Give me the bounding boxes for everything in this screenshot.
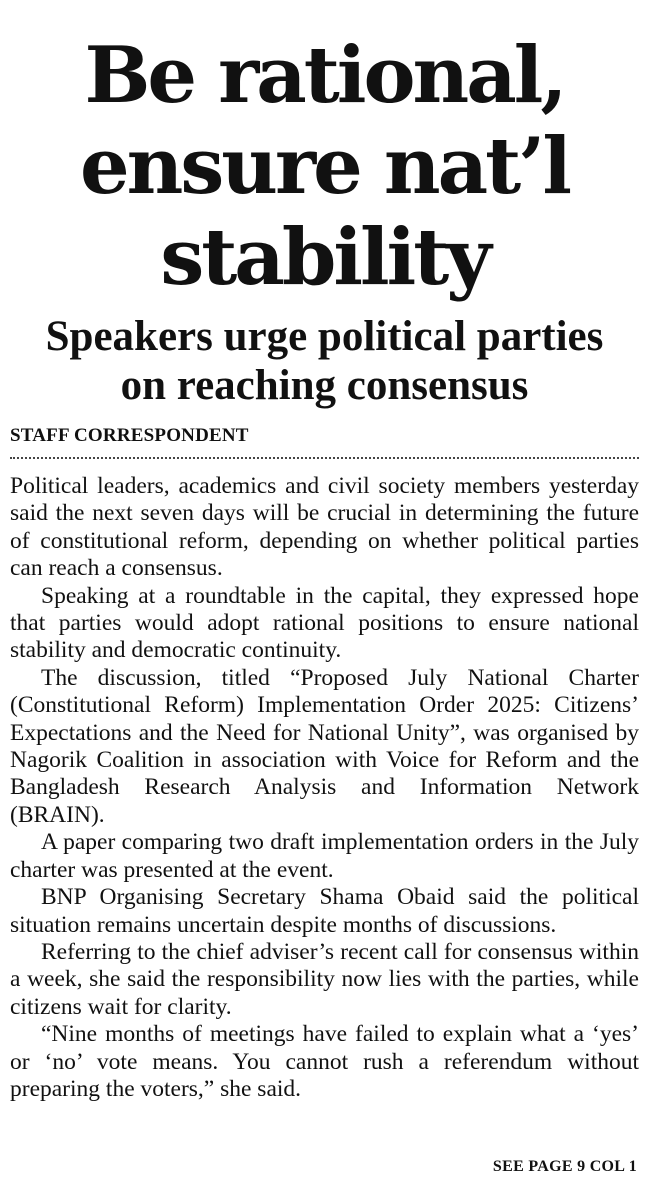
byline: STAFF CORRESPONDENT <box>10 425 249 446</box>
paragraph-6: Referring to the chief adviser’s recent call for consensus within a week, she said the responsibility now lies with the parties, while citizens wait for clarity. <box>10 938 639 1020</box>
headline-line-2: ensure nat’l <box>80 121 569 212</box>
headline-line-3: stability <box>160 212 489 303</box>
paragraph-7: “Nine months of meetings have failed to explain what a ‘yes’ or ‘no’ vote means. You cannot rush a referendum without preparing the voters,” she said. <box>10 1021 639 1102</box>
paragraph-5: BNP Organising Secretary Shama Obaid said the political situation remains uncertain despite months of discussions. <box>10 884 639 938</box>
subheadline-line-1: Speakers urge political parties <box>45 313 604 360</box>
article <box>10 0 639 1103</box>
headline-line-1: Be rational, <box>84 30 565 121</box>
paragraph-3: The discussion, titled “Proposed July National Charter (Constitutional Reform) Implementation Order 2025: Citizens’ Expectations and the Need for National Unity”, was organised by Nagorik Coalition in association with Voice for Reform and the Bangladesh Research Analysis and Information Network (BRAIN). <box>10 664 639 828</box>
subheadline <box>10 312 639 410</box>
headline <box>10 30 639 303</box>
paragraph-1: Political leaders, academics and civil society members yesterday said the next seven days will be crucial in determining the future of constitutional reform, depending on whether political parties can reach a consensus. <box>10 473 639 582</box>
dotted-divider <box>10 457 639 459</box>
article-body <box>10 473 639 1103</box>
paragraph-4: A paper comparing two draft implementation orders in the July charter was presented at the event. <box>10 829 639 883</box>
paragraph-2: Speaking at a roundtable in the capital, they expressed hope that parties would adopt rational positions to ensure national stability and democratic continuity. <box>10 582 639 664</box>
subheadline-line-2: on reaching consensus <box>120 362 529 409</box>
continuation-jump: SEE PAGE 9 COL 1 <box>492 1158 637 1175</box>
